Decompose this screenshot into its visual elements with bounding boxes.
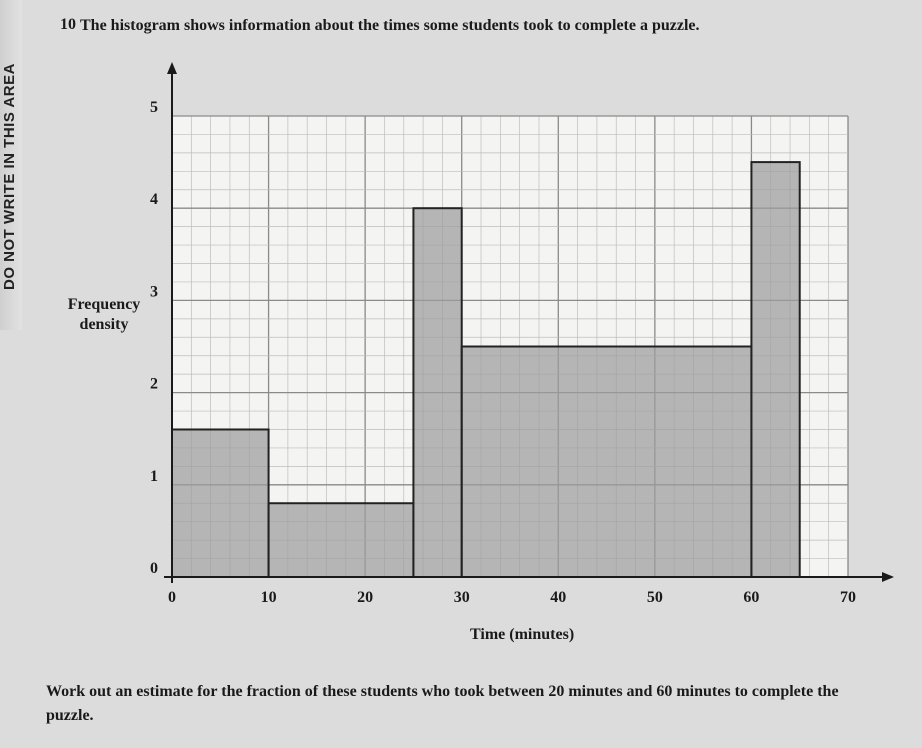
y-tick-label: 5 bbox=[150, 99, 158, 116]
x-tick-label: 0 bbox=[168, 589, 176, 606]
question-text: The histogram shows information about the times some students took to complete a puzzle. bbox=[80, 17, 700, 34]
y-tick-label: 4 bbox=[150, 191, 158, 209]
question-number: 10 bbox=[60, 16, 76, 33]
y-tick-label: 1 bbox=[150, 467, 158, 485]
x-tick-label: 50 bbox=[646, 589, 663, 606]
x-tick-label: 10 bbox=[260, 589, 277, 606]
x-tick-label: 20 bbox=[357, 589, 374, 606]
y-axis-label-line-1: Frequency bbox=[67, 296, 141, 313]
task-text: Work out an estimate for the fraction of these students who took between 20 minutes and 60 minutes to complete the puzzle. bbox=[46, 683, 839, 724]
histogram-bar-60-65 bbox=[751, 162, 799, 577]
histogram-bar-25-30 bbox=[413, 208, 461, 577]
histogram-bar-0-10 bbox=[172, 429, 269, 577]
y-tick-label: 2 bbox=[150, 375, 158, 393]
x-tick-label: 30 bbox=[453, 589, 470, 606]
x-axis-arrow-icon bbox=[882, 572, 894, 582]
x-tick-label: 60 bbox=[743, 589, 760, 606]
histogram-bar-10-25 bbox=[269, 503, 414, 577]
histogram-bar-30-60 bbox=[462, 347, 752, 578]
y-axis-label-line-2: density bbox=[79, 316, 129, 333]
x-tick-label: 70 bbox=[840, 589, 856, 606]
x-axis-label: Time (minutes) bbox=[470, 626, 575, 643]
x-tick-label: 40 bbox=[550, 589, 567, 606]
margin-note: DO NOT WRITE IN THIS AREA bbox=[1, 63, 18, 290]
y-tick-label: 3 bbox=[150, 283, 158, 301]
y-tick-label: 0 bbox=[150, 560, 158, 577]
y-axis-arrow-icon bbox=[167, 62, 177, 74]
